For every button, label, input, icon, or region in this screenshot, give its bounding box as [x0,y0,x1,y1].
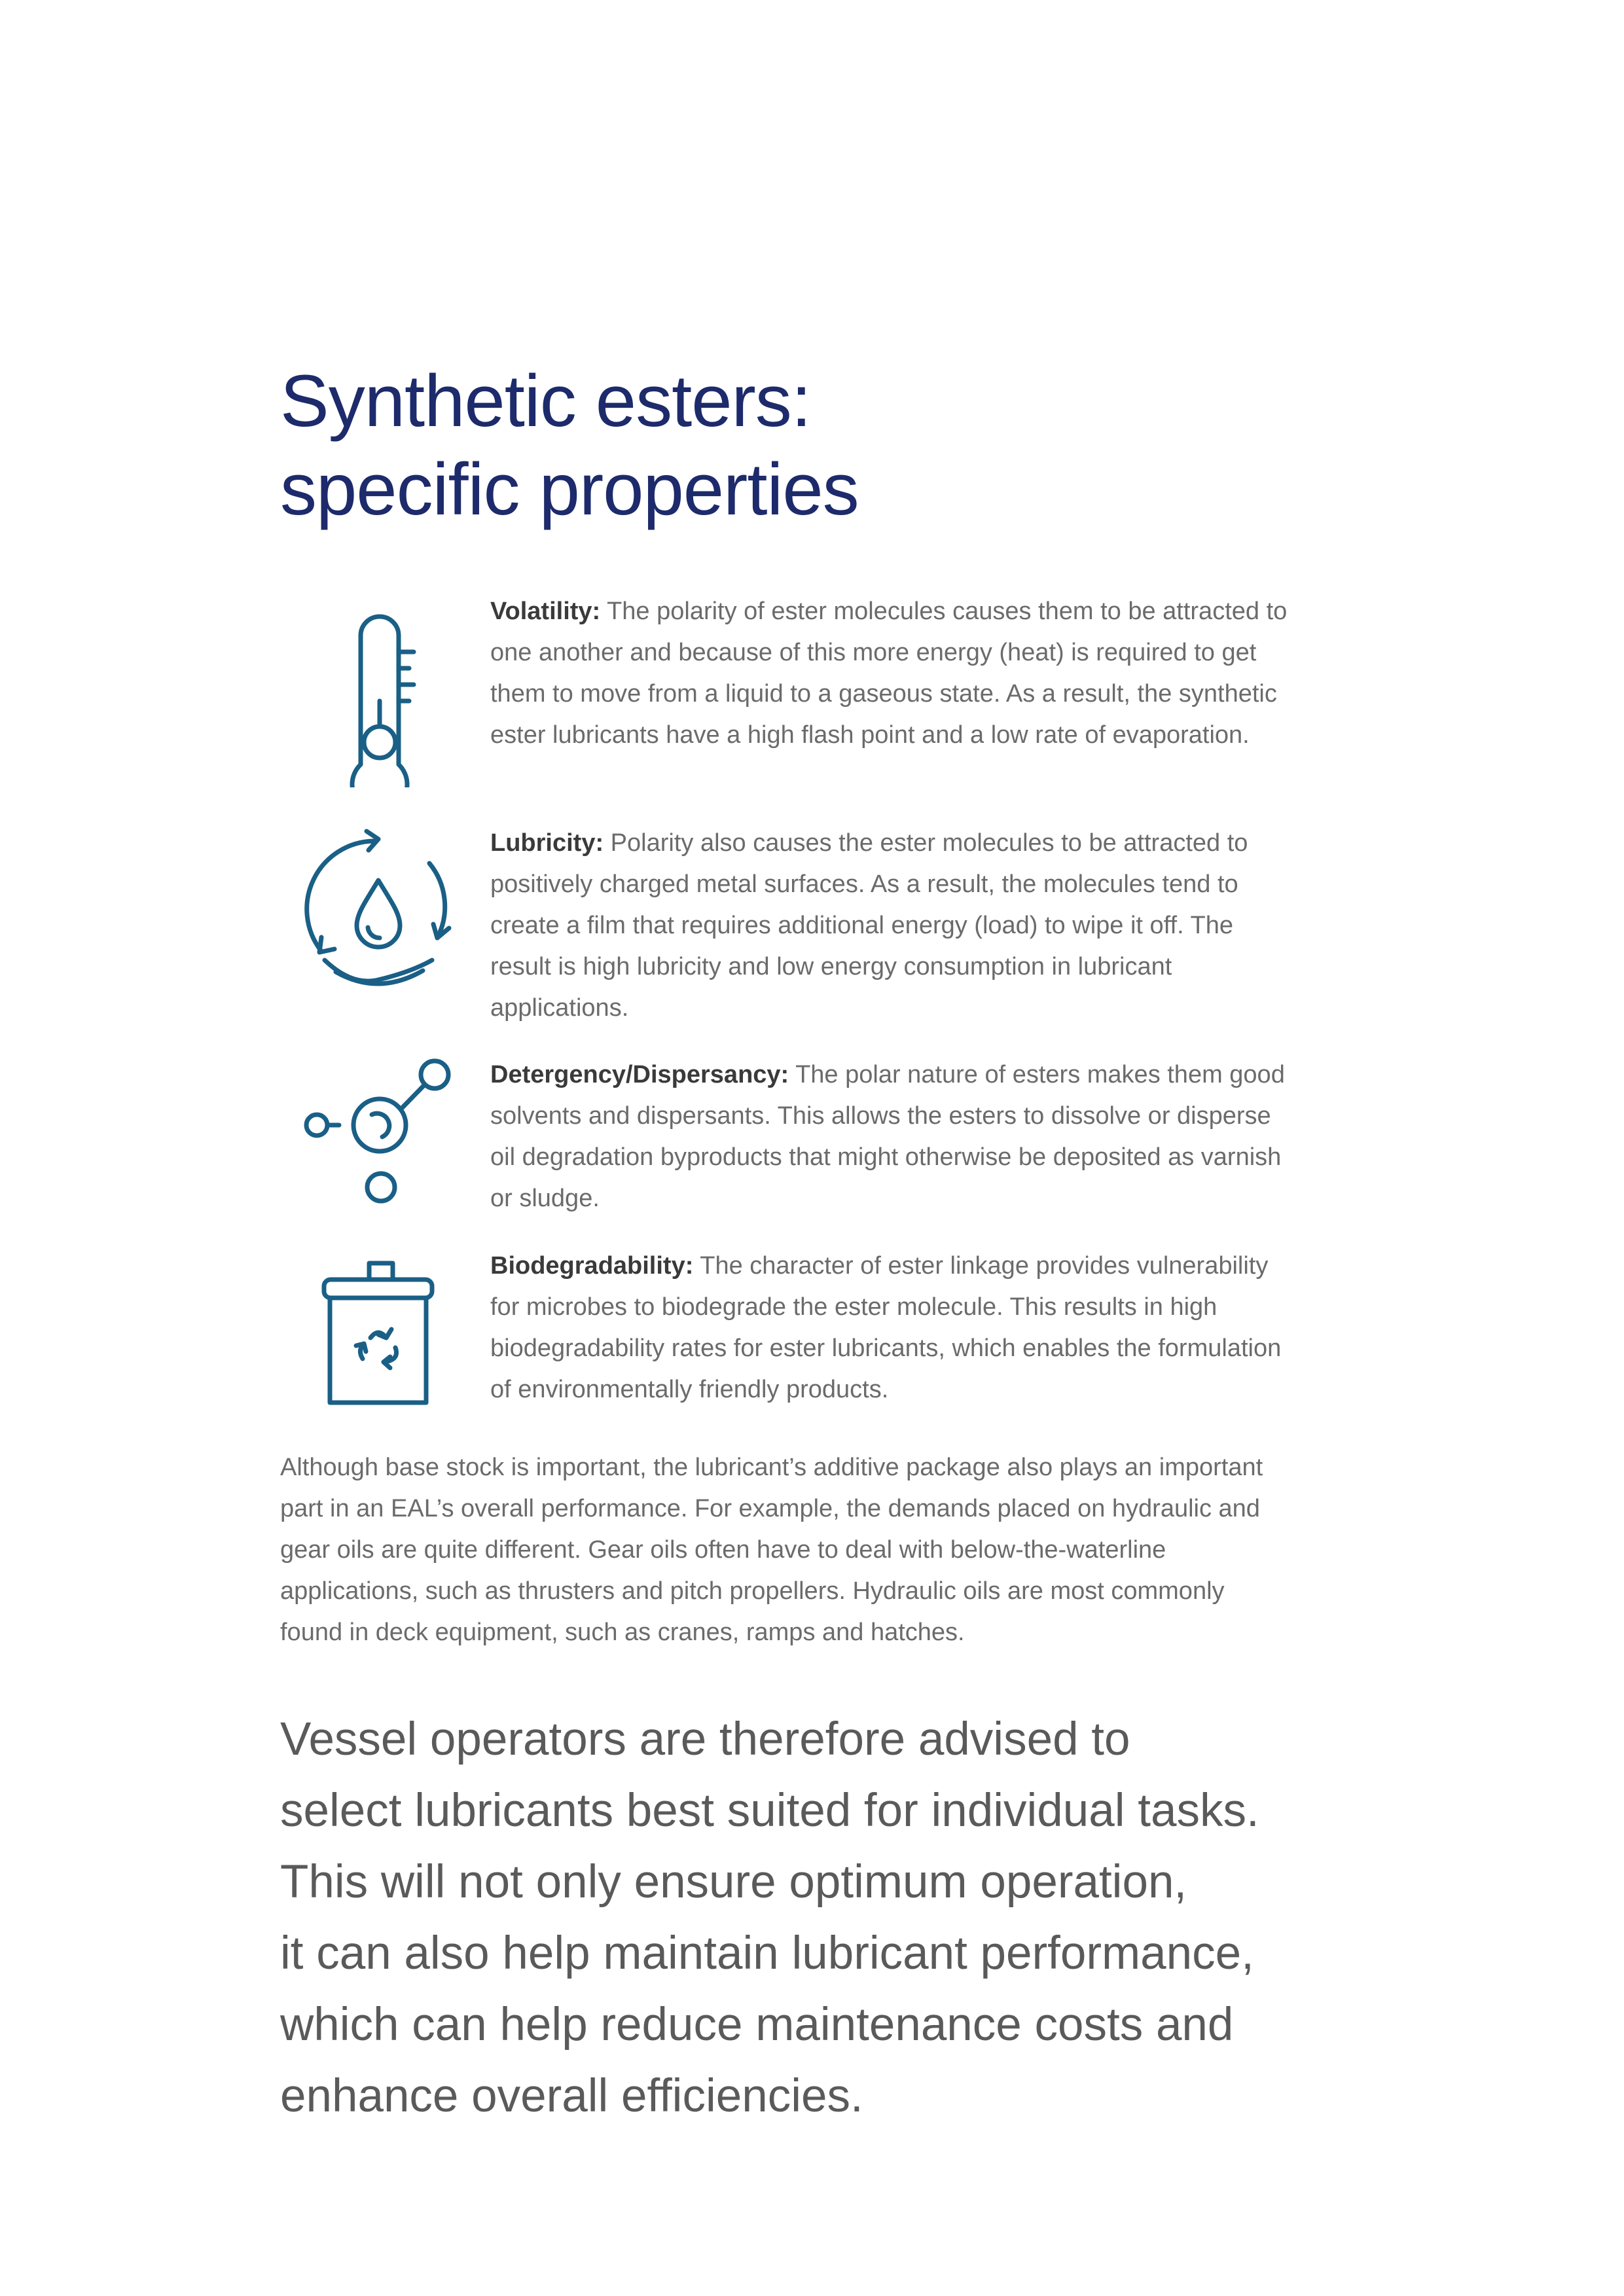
callout-line: enhance overall efficiencies. [280,2070,863,2122]
property-text [490,1054,1289,1219]
callout-line: which can help reduce maintenance costs and [280,1999,1234,2051]
oil-drop-cycle-icon [280,823,477,1019]
callout-line: it can also help maintain lubricant performance, [280,1928,1254,1979]
molecule-icon [280,1054,477,1251]
body-paragraph: Although base stock is important, the lubricant’s additive package also plays an important part in an EAL’s overall performance. For example, the demands placed on hydraulic and gear oils are quite different. Gear oils often have to deal with below-the-waterline applications, such as thrusters and pitch propellers. Hydraulic oils are most commonly found in deck equipment, such as cranes, ramps and hatches. [280,1454,1263,1646]
property-description: The polarity of ester molecules causes them to be attracted to one another and because of this more energy (heat) is required to get them to move from a liquid to a gaseous state. As a result, the synthetic ester lubricants have a high flash point and a low rate of evaporation. [490,598,1288,749]
property-text [490,823,1289,1029]
callout-line: select lubricants best suited for individual tasks. [280,1785,1259,1837]
callout-quote [280,1704,1458,2132]
page-title-line-1: Synthetic esters: [280,360,811,442]
property-heading: Detergency/Dispersancy: [490,1061,789,1088]
property-text [490,1246,1289,1410]
property-heading: Volatility: [490,598,601,625]
callout-line: Vessel operators are therefore advised to [280,1713,1130,1765]
recycle-bin-icon [280,1246,477,1442]
property-description: The polar nature of esters makes them good solvents and dispersants. This allows the esters to dissolve or disperse oil degradation byproducts that might otherwise be deposited as varnish or sludge. [490,1061,1285,1212]
property-heading: Lubricity: [490,829,604,857]
property-heading: Biodegradability: [490,1252,694,1280]
property-description: The character of ester linkage provides vulnerability for microbes to biodegrade the ester molecule. This results in high biodegradability rates for ester lubricants, which enables the formulation of environmentally friendly products. [490,1252,1282,1403]
callout-line: This will not only ensure optimum operation, [280,1856,1187,1908]
page-title-line-2: specific properties [280,448,859,530]
page-title [280,357,1393,533]
property-description: Polarity also causes the ester molecules to be attracted to positively charged metal surfaces. As a result, the molecules tend to create a film that requires additional energy (load) to wipe it off. The result is high lubricity and low energy consumption in lubricant applications. [490,829,1248,1022]
thermometer-icon [280,591,477,787]
property-text [490,591,1289,756]
